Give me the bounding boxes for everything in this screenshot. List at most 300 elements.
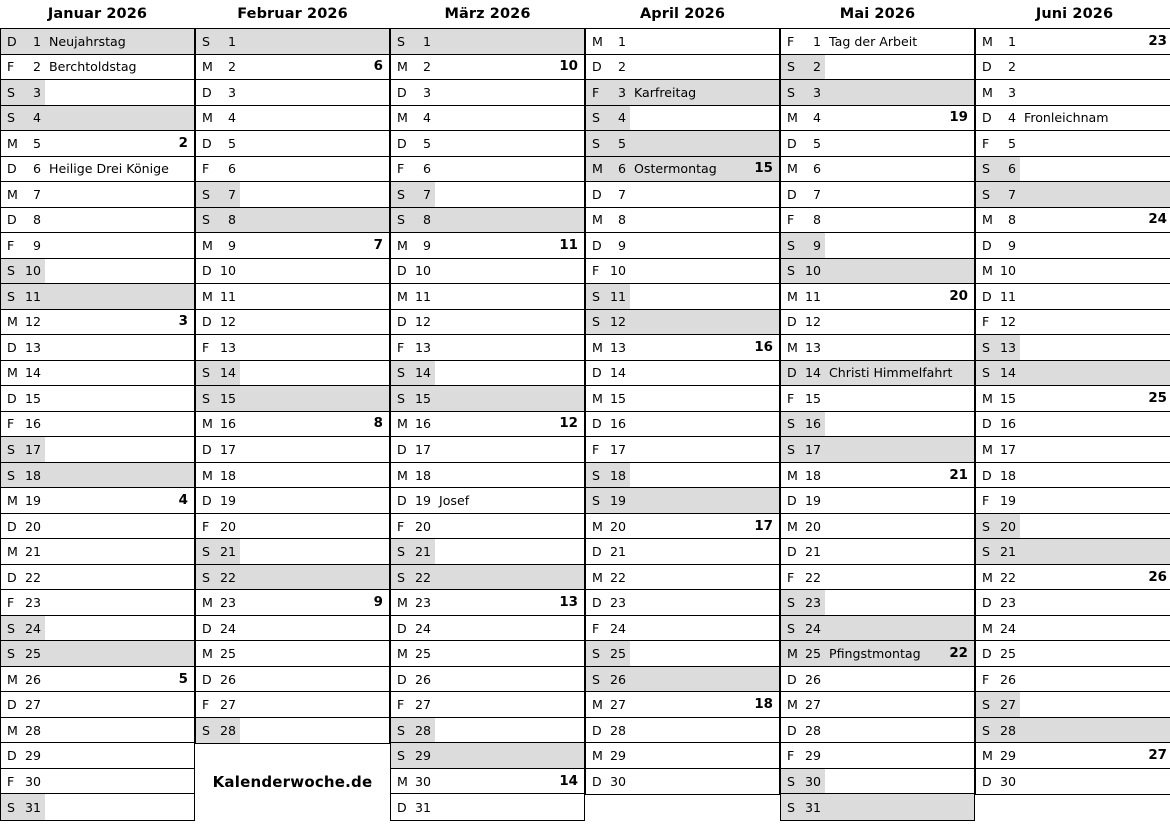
day-row[interactable] [586, 361, 779, 387]
day-row[interactable] [1, 157, 194, 183]
day-row[interactable] [781, 106, 974, 132]
day-row[interactable] [781, 284, 974, 310]
day-number: 17 [219, 442, 236, 457]
day-row[interactable] [586, 55, 779, 81]
day-row[interactable] [976, 80, 1170, 106]
day-of-week-letter: M [7, 365, 18, 381]
day-of-week-letter: S [7, 84, 15, 100]
day-row[interactable] [586, 412, 779, 438]
day-row[interactable] [196, 539, 389, 565]
day-row[interactable] [586, 437, 779, 463]
day-number: 11 [804, 288, 821, 304]
day-number: 3 [812, 84, 821, 100]
day-row[interactable] [391, 208, 584, 234]
day-of-week-letter: D [397, 442, 407, 457]
day-row[interactable] [586, 590, 779, 616]
day-number: 24 [609, 620, 626, 636]
day-of-week-letter: M [397, 237, 408, 253]
day-row[interactable] [781, 794, 974, 820]
day-of-week-letter: D [592, 59, 602, 75]
day-row[interactable] [391, 667, 584, 693]
day-row[interactable] [391, 488, 584, 514]
day-of-week-letter: D [7, 339, 17, 355]
day-row[interactable] [391, 131, 584, 157]
day-row[interactable] [1, 233, 194, 259]
day-number: 1 [227, 33, 236, 49]
day-row[interactable] [976, 386, 1170, 412]
day-row[interactable] [976, 667, 1170, 693]
day-row[interactable] [1, 284, 194, 310]
day-of-week-letter: M [7, 314, 18, 330]
day-row[interactable] [586, 616, 779, 642]
day-row[interactable] [976, 106, 1170, 132]
day-row[interactable] [976, 29, 1170, 55]
day-number: 27 [414, 697, 431, 713]
day-number: 10 [804, 263, 821, 279]
month-title: April 2026 [639, 6, 726, 22]
day-row[interactable] [1, 412, 194, 438]
day-row[interactable] [781, 412, 974, 438]
day-row[interactable] [391, 182, 584, 208]
day-row[interactable] [976, 284, 1170, 310]
day-row[interactable] [781, 616, 974, 642]
day-number: 24 [999, 620, 1016, 636]
day-row[interactable] [196, 514, 389, 540]
day-row[interactable] [976, 463, 1170, 489]
day-row[interactable] [391, 233, 584, 259]
week-number: 3 [178, 314, 188, 330]
day-row[interactable] [1, 590, 194, 616]
day-row[interactable] [196, 412, 389, 438]
day-row[interactable] [586, 335, 779, 361]
month-column [0, 0, 195, 821]
day-row[interactable] [586, 106, 779, 132]
day-number: 1 [617, 33, 626, 49]
day-of-week-letter: M [982, 84, 993, 100]
day-row[interactable] [586, 386, 779, 412]
day-row[interactable] [1, 667, 194, 693]
day-number: 18 [999, 467, 1016, 483]
day-row[interactable] [391, 157, 584, 183]
day-number: 27 [24, 697, 41, 713]
day-row[interactable] [586, 769, 779, 795]
day-number: 4 [1007, 110, 1016, 126]
day-of-week-letter: M [202, 416, 213, 432]
day-row[interactable] [781, 769, 974, 795]
day-row[interactable] [196, 335, 389, 361]
day-of-week-letter: D [592, 774, 602, 790]
day-row[interactable] [976, 259, 1170, 285]
day-of-week-letter: D [202, 620, 212, 636]
day-row[interactable] [196, 182, 389, 208]
week-number: 15 [754, 161, 773, 177]
day-row[interactable] [391, 310, 584, 336]
day-of-week-letter: S [982, 161, 990, 177]
day-row[interactable] [586, 718, 779, 744]
day-row[interactable] [391, 361, 584, 387]
day-number: 17 [24, 442, 41, 457]
day-row[interactable] [586, 692, 779, 718]
day-number: 23 [24, 595, 41, 611]
day-of-week-letter: M [592, 748, 603, 764]
day-row[interactable] [391, 794, 584, 820]
day-row[interactable] [976, 361, 1170, 387]
day-of-week-letter: S [7, 467, 15, 483]
day-row[interactable] [781, 233, 974, 259]
day-of-week-letter: M [397, 467, 408, 483]
month-day-grid [975, 28, 1170, 795]
day-number: 25 [804, 646, 821, 662]
day-of-week-letter: F [592, 263, 600, 279]
day-number: 4 [32, 110, 41, 126]
day-of-week-letter: F [787, 748, 795, 764]
day-row[interactable] [976, 539, 1170, 565]
day-of-week-letter: D [7, 569, 17, 585]
day-number: 9 [422, 237, 431, 253]
day-row[interactable] [1, 743, 194, 769]
day-row[interactable] [391, 463, 584, 489]
day-number: 14 [219, 365, 236, 381]
day-row[interactable] [976, 55, 1170, 81]
day-row[interactable] [781, 488, 974, 514]
day-row[interactable] [391, 514, 584, 540]
day-row[interactable] [1, 514, 194, 540]
day-row[interactable] [586, 565, 779, 591]
day-number: 14 [24, 365, 41, 381]
day-number: 4 [617, 110, 626, 126]
day-row[interactable] [781, 55, 974, 81]
day-row[interactable] [586, 208, 779, 234]
day-row[interactable] [976, 514, 1170, 540]
day-row[interactable] [781, 208, 974, 234]
day-row[interactable] [196, 590, 389, 616]
day-row[interactable] [196, 437, 389, 463]
day-row[interactable] [586, 284, 779, 310]
week-number: 13 [559, 595, 578, 611]
day-row[interactable] [976, 488, 1170, 514]
day-row[interactable] [1, 208, 194, 234]
day-row[interactable] [976, 616, 1170, 642]
day-row[interactable] [781, 514, 974, 540]
day-row[interactable] [976, 310, 1170, 336]
day-row[interactable] [781, 131, 974, 157]
week-number: 7 [373, 237, 383, 253]
day-number: 10 [999, 263, 1016, 279]
day-row[interactable] [196, 29, 389, 55]
day-row[interactable] [781, 641, 974, 667]
day-number: 6 [227, 161, 236, 177]
day-row[interactable] [781, 29, 974, 55]
day-row[interactable] [1, 463, 194, 489]
day-number: 11 [24, 288, 41, 304]
day-of-week-letter: D [397, 493, 407, 509]
day-row[interactable] [976, 769, 1170, 795]
day-row[interactable] [196, 208, 389, 234]
holiday-label: Heilige Drei Könige [49, 161, 169, 177]
day-number: 21 [219, 544, 236, 560]
day-row[interactable] [1, 80, 194, 106]
day-of-week-letter: M [592, 33, 603, 49]
day-row[interactable] [391, 641, 584, 667]
day-row[interactable] [586, 29, 779, 55]
day-row[interactable] [391, 769, 584, 795]
day-of-week-letter: D [592, 544, 602, 560]
day-number: 7 [227, 186, 236, 202]
day-row[interactable] [196, 55, 389, 81]
day-row[interactable] [1, 29, 194, 55]
day-row[interactable] [391, 616, 584, 642]
day-row[interactable] [1, 769, 194, 795]
day-row[interactable] [196, 361, 389, 387]
day-row[interactable] [976, 641, 1170, 667]
day-number: 30 [414, 773, 431, 789]
day-row[interactable] [1, 488, 194, 514]
day-of-week-letter: M [787, 467, 798, 483]
day-number: 2 [32, 59, 41, 75]
day-row[interactable] [586, 667, 779, 693]
day-of-week-letter: M [787, 697, 798, 713]
day-of-week-letter: S [397, 569, 405, 585]
day-row[interactable] [196, 565, 389, 591]
day-row[interactable] [781, 743, 974, 769]
day-row[interactable] [1, 106, 194, 132]
day-row[interactable] [1, 616, 194, 642]
day-row[interactable] [391, 692, 584, 718]
day-of-week-letter: S [787, 59, 795, 75]
day-number: 16 [999, 416, 1016, 432]
day-row[interactable] [391, 106, 584, 132]
day-number: 11 [219, 288, 236, 304]
day-of-week-letter: M [202, 237, 213, 253]
day-number: 13 [414, 339, 431, 355]
day-number: 21 [804, 544, 821, 560]
day-row[interactable] [586, 259, 779, 285]
day-row[interactable] [586, 182, 779, 208]
day-row[interactable] [391, 590, 584, 616]
day-row[interactable] [196, 386, 389, 412]
day-of-week-letter: M [787, 646, 798, 662]
day-row[interactable] [781, 310, 974, 336]
day-number: 28 [999, 722, 1016, 738]
day-row[interactable] [781, 361, 974, 387]
day-row[interactable] [586, 463, 779, 489]
day-row[interactable] [976, 182, 1170, 208]
day-of-week-letter: D [7, 33, 17, 49]
month-title: März 2026 [444, 6, 531, 22]
day-of-week-letter: S [202, 33, 210, 49]
day-of-week-letter: D [982, 774, 992, 790]
day-row[interactable] [1, 718, 194, 744]
day-row[interactable] [1, 182, 194, 208]
day-of-week-letter: M [202, 646, 213, 662]
day-row[interactable] [781, 157, 974, 183]
day-of-week-letter: S [787, 620, 795, 636]
day-row[interactable] [196, 616, 389, 642]
day-number: 20 [999, 518, 1016, 534]
day-row[interactable] [196, 463, 389, 489]
day-row[interactable] [196, 106, 389, 132]
day-row[interactable] [1, 361, 194, 387]
day-row[interactable] [1, 310, 194, 336]
day-row[interactable] [391, 55, 584, 81]
day-row[interactable] [391, 335, 584, 361]
day-row[interactable] [976, 590, 1170, 616]
day-number: 27 [609, 697, 626, 713]
day-row[interactable] [391, 539, 584, 565]
day-row[interactable] [391, 718, 584, 744]
day-row[interactable] [1, 794, 194, 820]
day-row[interactable] [1, 692, 194, 718]
day-row[interactable] [976, 157, 1170, 183]
day-row[interactable] [196, 310, 389, 336]
day-number: 12 [24, 314, 41, 330]
day-row[interactable] [586, 310, 779, 336]
day-row[interactable] [781, 667, 974, 693]
day-number: 28 [219, 723, 236, 739]
day-row[interactable] [976, 131, 1170, 157]
day-number: 29 [804, 748, 821, 764]
day-number: 10 [414, 263, 431, 279]
day-row[interactable] [976, 743, 1170, 769]
day-row[interactable] [781, 692, 974, 718]
day-row[interactable] [196, 488, 389, 514]
day-of-week-letter: M [592, 339, 603, 355]
day-of-week-letter: S [982, 518, 990, 534]
day-row[interactable] [781, 259, 974, 285]
day-of-week-letter: S [982, 544, 990, 560]
day-row[interactable] [196, 131, 389, 157]
day-row[interactable] [196, 284, 389, 310]
day-row[interactable] [781, 718, 974, 744]
site-branding: Kalenderwoche.de [212, 772, 373, 791]
day-row[interactable] [781, 182, 974, 208]
day-number: 15 [414, 390, 431, 406]
day-row[interactable] [976, 565, 1170, 591]
day-row[interactable] [976, 437, 1170, 463]
day-row[interactable] [781, 463, 974, 489]
day-number: 24 [219, 620, 236, 636]
day-row[interactable] [1, 437, 194, 463]
day-of-week-letter: F [982, 135, 990, 151]
day-row[interactable] [586, 80, 779, 106]
day-row[interactable] [976, 412, 1170, 438]
day-number: 16 [609, 416, 626, 432]
day-row[interactable] [1, 259, 194, 285]
day-of-week-letter: D [982, 59, 992, 75]
day-of-week-letter: S [397, 33, 405, 49]
day-row[interactable] [391, 743, 584, 769]
day-row[interactable] [586, 743, 779, 769]
day-row[interactable] [391, 284, 584, 310]
day-row[interactable] [586, 488, 779, 514]
day-row[interactable] [1, 641, 194, 667]
day-of-week-letter: S [397, 186, 405, 202]
day-row[interactable] [976, 335, 1170, 361]
day-row[interactable] [976, 718, 1170, 744]
day-row[interactable] [196, 718, 389, 744]
day-of-week-letter: D [982, 237, 992, 253]
day-row[interactable] [196, 157, 389, 183]
week-number: 19 [949, 110, 968, 126]
day-row[interactable] [1, 55, 194, 81]
day-of-week-letter: M [7, 671, 18, 687]
day-row[interactable] [1, 539, 194, 565]
day-of-week-letter: D [982, 646, 992, 662]
day-number: 22 [804, 569, 821, 585]
day-row[interactable] [586, 233, 779, 259]
day-number: 15 [24, 390, 41, 406]
day-number: 22 [999, 569, 1016, 585]
day-row[interactable] [1, 386, 194, 412]
day-row[interactable] [196, 233, 389, 259]
day-number: 1 [422, 33, 431, 49]
day-row[interactable] [1, 565, 194, 591]
day-row[interactable] [196, 667, 389, 693]
day-row[interactable] [781, 80, 974, 106]
day-row[interactable] [391, 80, 584, 106]
day-number: 4 [812, 110, 821, 126]
day-row[interactable] [976, 208, 1170, 234]
day-of-week-letter: D [787, 186, 797, 202]
day-of-week-letter: D [592, 416, 602, 432]
day-number: 26 [609, 671, 626, 687]
day-row[interactable] [196, 692, 389, 718]
day-row[interactable] [1, 335, 194, 361]
day-number: 15 [609, 390, 626, 406]
day-row[interactable] [196, 259, 389, 285]
holiday-label: Tag der Arbeit [829, 33, 918, 49]
day-row[interactable] [586, 641, 779, 667]
day-of-week-letter: D [397, 314, 407, 330]
day-row[interactable] [976, 233, 1170, 259]
day-row[interactable] [391, 29, 584, 55]
day-row[interactable] [976, 692, 1170, 718]
day-number: 14 [609, 365, 626, 381]
day-row[interactable] [196, 641, 389, 667]
day-row[interactable] [391, 386, 584, 412]
day-row[interactable] [781, 335, 974, 361]
day-of-week-letter: M [202, 110, 213, 126]
day-row[interactable] [391, 437, 584, 463]
day-row[interactable] [586, 157, 779, 183]
day-row[interactable] [781, 539, 974, 565]
day-row[interactable] [391, 565, 584, 591]
day-row[interactable] [781, 590, 974, 616]
day-row[interactable] [391, 412, 584, 438]
day-number: 3 [422, 84, 431, 100]
day-row[interactable] [586, 514, 779, 540]
day-row[interactable] [196, 80, 389, 106]
day-of-week-letter: M [202, 467, 213, 483]
day-number: 7 [1007, 186, 1016, 202]
day-of-week-letter: S [397, 722, 405, 738]
day-row[interactable] [781, 386, 974, 412]
day-number: 9 [227, 237, 236, 253]
day-number: 16 [24, 416, 41, 432]
week-number: 2 [178, 135, 188, 151]
day-row[interactable] [781, 565, 974, 591]
day-of-week-letter: S [397, 365, 405, 381]
day-row[interactable] [586, 539, 779, 565]
day-number: 28 [804, 722, 821, 738]
day-of-week-letter: D [397, 799, 407, 815]
day-number: 19 [24, 493, 41, 509]
day-row[interactable] [781, 437, 974, 463]
day-row[interactable] [586, 131, 779, 157]
day-number: 22 [24, 569, 41, 585]
day-row[interactable] [391, 259, 584, 285]
day-row[interactable] [1, 131, 194, 157]
